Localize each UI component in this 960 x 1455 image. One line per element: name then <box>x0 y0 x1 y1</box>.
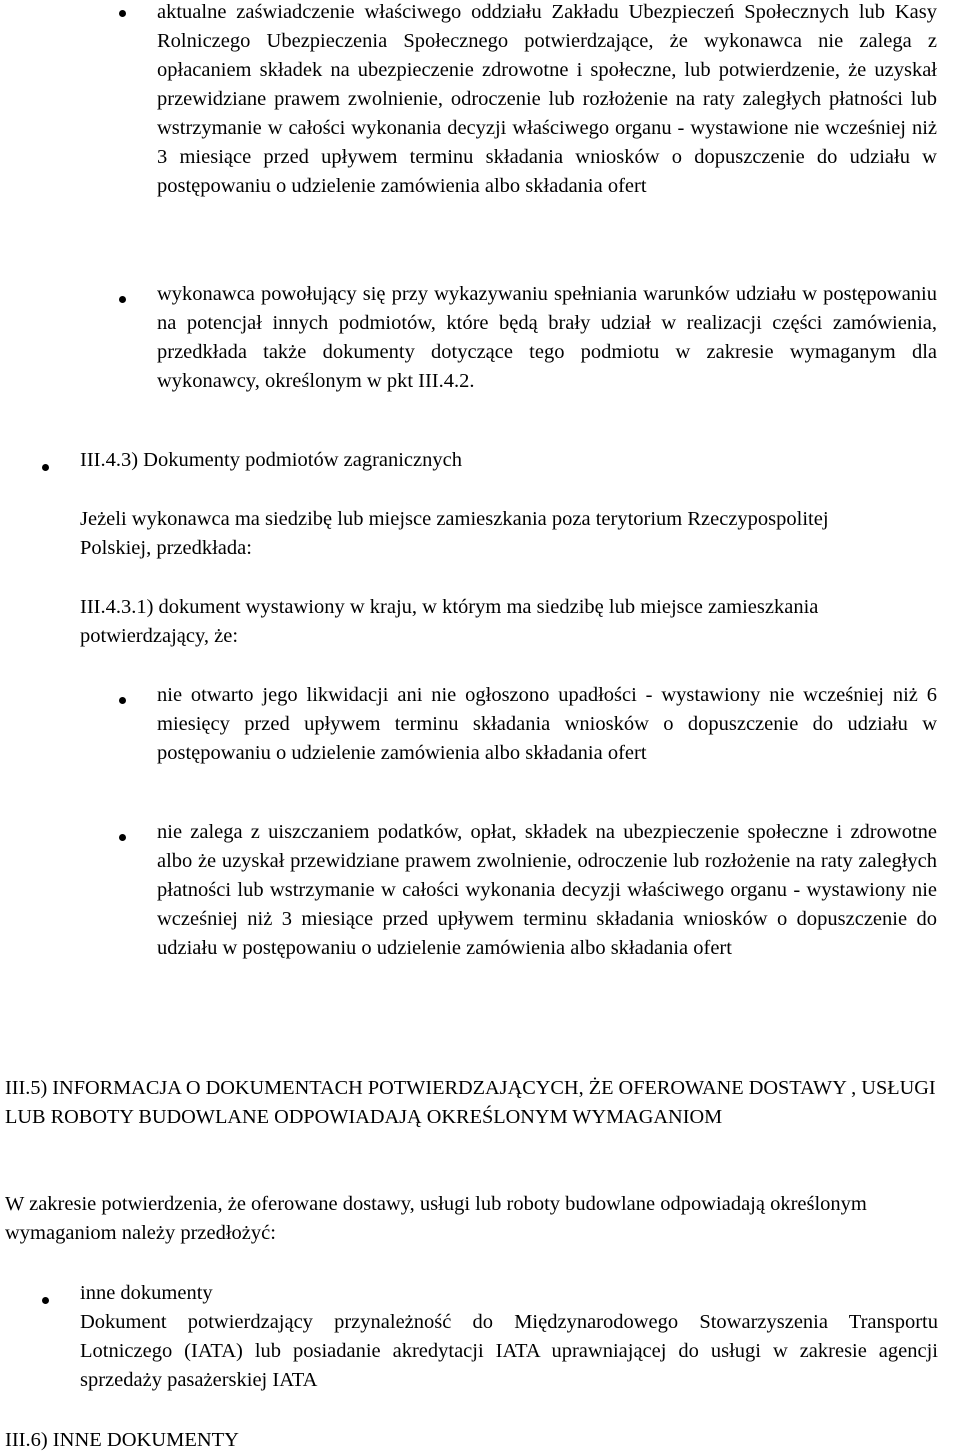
foreign-entities-intro: Jeżeli wykonawca ma siedzibę lub miejsce zamieszkania poza terytorium Rzeczypospolitej Polskiej, przedkłada: <box>80 508 829 559</box>
bullet-icon <box>119 10 126 17</box>
section-iii-5-intro: W zakresie potwierdzenia, że oferowane dostawy, usługi lub roboty budowlane odpowiadają określonym wymaganiom należy przedłożyć: <box>5 1193 867 1244</box>
list-item-zus-certificate: aktualne zaświadczenie właściwego oddziału Zakładu Ubezpieczeń Społecznych lub Kasy Rolniczego Ubezpieczenia Społecznego potwierdzające, że wykonawca nie zalega z opłacaniem składek na ubezpieczenie zdrowotne i społeczne, lub potwierdzenie, że uzyskał przewidziane prawem zwolnienie, odroczenie lub rozłożenie na raty zaległych płatności lub wstrzymanie w całości wykonania decyzji właściwego organu - wystawione nie wcześniej niż 3 miesiące przed upływem terminu składania wniosków o dopuszczenie do udziału w postępowaniu o udzielenie zamówienia albo składania ofert <box>157 1 937 197</box>
bullet-icon <box>42 464 49 471</box>
list-item-no-liquidation: nie otwarto jego likwidacji ani nie ogłoszono upadłości - wystawiony nie wcześniej niż 6 miesięcy przed upływem terminu składania wniosków o dopuszczenie do udziału w postępowaniu o udzielenie zamówienia albo składania ofert <box>157 684 937 764</box>
section-heading-iii-6: III.6) INNE DOKUMENTY <box>5 1429 239 1451</box>
list-item-no-tax-arrears: nie zalega z uiszczaniem podatków, opłat, składek na ubezpieczenie społeczne i zdrowotne albo że uzyskał przewidziane prawem zwolnienie, odroczenie lub rozłożenie na raty zaległych płatności lub wstrzymanie w całości wykonania decyzji właściwego organu - wystawiony nie wcześniej niż 3 miesiące przed upływem terminu składania wniosków o dopuszczenie do udziału w postępowaniu o udzielenie zamówienia albo składania ofert <box>157 821 937 959</box>
bullet-icon <box>119 697 126 704</box>
bullet-icon <box>119 296 126 303</box>
subsection-iii-4-3-1: III.4.3.1) dokument wystawiony w kraju, w którym ma siedzibę lub miejsce zamieszkania potwierdzający, że: <box>80 596 819 647</box>
list-item-other-documents: inne dokumenty <box>80 1282 213 1304</box>
section-heading-iii-4-3: III.4.3) Dokumenty podmiotów zagranicznych <box>80 449 462 471</box>
iata-document-description: Dokument potwierdzający przynależność do Międzynarodowego Stowarzyszenia Transportu Lotniczego (IATA) lub posiadanie akredytacji IATA uprawniającej do usługi w zakresie agencji sprzedaży pasażerskiej IATA <box>80 1311 938 1391</box>
section-heading-iii-5: III.5) INFORMACJA O DOKUMENTACH POTWIERDZAJĄCYCH, ŻE OFEROWANE DOSTAWY , USŁUGI LUB ROBOTY BUDOWLANE ODPOWIADAJĄ OKREŚLONYM WYMAGANIOM <box>5 1077 936 1128</box>
bullet-icon <box>42 1297 49 1304</box>
list-item-third-party-resources: wykonawca powołujący się przy wykazywaniu spełniania warunków udziału w postępowaniu na potencjał innych podmiotów, które będą brały udział w realizacji części zamówienia, przedkłada także dokumenty dotyczące tego podmiotu w zakresie wymaganym dla wykonawcy, określonym w pkt III.4.2. <box>157 283 937 392</box>
bullet-icon <box>119 834 126 841</box>
